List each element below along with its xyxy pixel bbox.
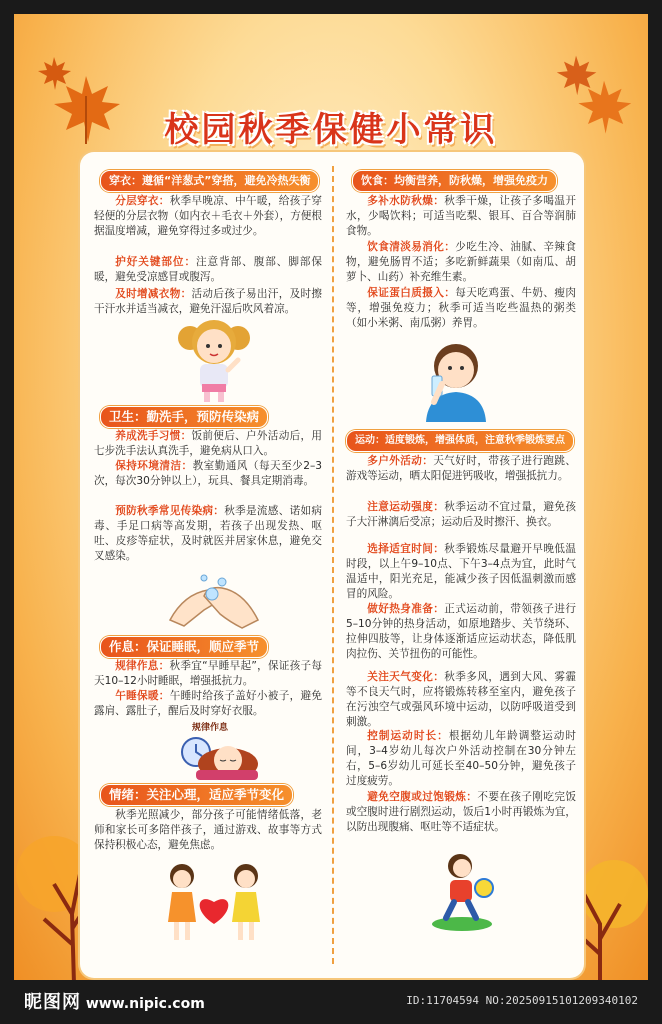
paragraph-clean-environment (94, 459, 322, 489)
paragraph-light-diet (346, 240, 576, 285)
content-panel (80, 152, 584, 978)
paragraph-duration (346, 729, 576, 789)
schedule-sign-label: 规律作息 (192, 723, 229, 733)
paragraph-warmup (346, 602, 576, 662)
paragraph-text: 饭前便后、户外活动后，用七步洗手法认真洗手，避免病从口入。 (94, 430, 323, 457)
girl-illustration-icon (174, 312, 254, 404)
paragraph-handwashing (94, 429, 322, 459)
paragraph-text: 秋季多风，遇到大风、雾霾等不良天气时，应将锻炼转移至室内，避免孩子在污浊空气或强风环境中运动，以防呼吸道受到刺激。 (346, 671, 577, 728)
keyword: 做好热身准备： (367, 603, 445, 615)
paragraph-emotion (94, 808, 322, 853)
logo-text: 昵图网 (24, 992, 81, 1013)
paragraph-outdoor (346, 454, 576, 484)
keyword: 控制运动时长： (367, 730, 449, 742)
keyword: 多补水防秋燥： (367, 195, 445, 207)
keyword: 养成洗手习惯： (115, 430, 192, 442)
paragraph-text: 注意背部、腹部、脚部保暖，避免受凉感冒或腹泻。 (94, 256, 322, 283)
maple-leaf-icon (34, 54, 74, 94)
section-header-schedule: 作息：保证睡眠，顺应季节 (100, 636, 268, 658)
paragraph-text: 秋季光照减少，部分孩子可能情绪低落，老师和家长可多陪伴孩子，通过游戏、故事等方式保持积极心态，避免焦虑。 (94, 809, 322, 851)
paragraph-text: 活动后孩子易出汗，及时擦干汗水并适当减衣，避免汗湿后吹风着凉。 (94, 288, 323, 315)
paragraph-text: 天气好时，带孩子进行跑跳、游戏等运动，晒太阳促进钙吸收，增强抵抗力。 (346, 455, 577, 482)
sleeping-child-icon (176, 730, 260, 780)
paragraph-text: 正式运动前，带领孩子进行5–10分钟的热身活动，如原地踏步、关节绕环、拉伸四肢等，让身体逐渐适应运动状态，降低肌肉拉伤、关节扭伤的可能性。 (346, 603, 577, 660)
keyword: 选择适宜时间： (367, 543, 445, 555)
paragraph-hydration (346, 194, 576, 239)
paragraph-text: 教室勤通风（每天至少2–3次，每次30分钟以上），玩具、餐具定期消毒。 (94, 460, 323, 487)
section-header-clothing: 穿衣：遵循“洋葱式”穿搭，避免冷热失衡 (100, 170, 319, 192)
site-logo[interactable] (24, 988, 205, 1014)
paragraph-text: 秋季是流感、诺如病毒、手足口病等高发期，若孩子出现发热、呕吐、皮疹等症状，及时就医并居家休息，避免交叉感染。 (94, 505, 323, 562)
keyword: 注意运动强度： (367, 501, 445, 513)
paragraph-text: 根据幼儿年龄调整运动时间，3–4岁幼儿每次户外活动控制在30分钟左右，5–6岁幼儿可延长至40–50分钟，避免孩子过度疲劳。 (346, 730, 577, 787)
paragraph-text: 不要在孩子刚吃完饭或空腹时进行剧烈运动，饭后1小时再锻炼为宜，以防出现腹痛、呕吐等不适症状。 (346, 791, 577, 833)
paragraph-regular-schedule (94, 659, 322, 689)
paragraph-intensity (346, 500, 576, 530)
paragraph-text: 午睡时给孩子盖好小被子，避免露肩、露肚子，醒后及时穿好衣服。 (94, 690, 323, 717)
section-header-exercise: 运动：适度锻炼，增强体质，注意秋季锻炼要点 (346, 430, 574, 452)
keyword: 多户外活动： (367, 455, 434, 467)
paragraph-meal-timing (346, 790, 576, 835)
paragraph-timing (346, 542, 576, 602)
keyword: 保证蛋白质摄入： (367, 287, 456, 299)
keyword: 保持环境清洁： (115, 460, 193, 472)
keyword: 护好关键部位： (115, 256, 196, 268)
paragraph-key-parts (94, 255, 322, 285)
section-header-diet: 饮食：均衡营养，防秋燥，增强免疫力 (352, 170, 557, 192)
poster-background (14, 14, 648, 980)
paragraph-text: 秋季宜“早睡早起”，保证孩子每天10–12小时睡眠，增强抵抗力。 (94, 660, 322, 687)
paragraph-text: 少吃生冷、油腻、辛辣食物，避免肠胃不适；多吃新鲜蔬果（如南瓜、胡萝卜、山药）补充维生素。 (346, 241, 577, 283)
keyword: 预防秋季常见传染病： (115, 505, 225, 517)
paragraph-layered-clothing (94, 194, 322, 239)
running-child-icon (428, 848, 500, 932)
keyword: 及时增减衣物： (115, 288, 192, 300)
paragraph-text: 每天吃鸡蛋、牛奶、瘦肉等，增强免疫力；秋季可适当吃些温热的粥类（如小米粥、南瓜粥）养胃。 (346, 287, 577, 329)
poster-title: 校园秋季保健小常识 (164, 110, 498, 150)
paragraph-protein (346, 286, 576, 331)
paragraph-text: 秋季运动不宜过量，避免孩子大汗淋漓后受凉；运动后及时擦汗、换衣。 (346, 501, 577, 528)
boy-drinking-icon (412, 332, 492, 422)
handwashing-hands-icon (164, 564, 264, 634)
keyword: 关注天气变化： (367, 671, 445, 683)
keyword: 避免空腹或过饱锻炼： (367, 791, 478, 803)
image-id-text: ID:11704594 NO:20250915101209340102 (406, 994, 638, 1007)
section-header-emotion: 情绪：关注心理，适应季节变化 (100, 784, 293, 806)
column-divider (332, 166, 334, 964)
paragraph-nap-warmth (94, 689, 322, 719)
paragraph-text: 秋季锻炼尽量避开早晚低温时段，以上午9–10点、下午3–4点为宜，此时气温适中，阳光充足，能减少孩子因低温刺激而感冒的风险。 (346, 543, 577, 600)
logo-url: www.nipic.com (85, 996, 205, 1012)
section-header-hygiene: 卫生：勤洗手，预防传染病 (100, 406, 268, 428)
paragraph-text: 秋季早晚凉、中午暖，给孩子穿轻便的分层衣物（如内衣＋毛衣＋外套），方便根据温度增减，避免穿得过多或过少。 (94, 195, 323, 237)
paragraph-prevent-disease (94, 504, 322, 564)
keyword: 规律作息： (115, 660, 170, 672)
friends-heart-icon (162, 858, 266, 946)
keyword: 午睡保暖： (115, 690, 170, 702)
paragraph-text: 秋季干燥，让孩子多喝温开水，少喝饮料；可适当吃梨、银耳、百合等润肺食物。 (346, 195, 577, 237)
keyword: 分层穿衣： (115, 195, 170, 207)
keyword: 饮食清淡易消化： (367, 241, 456, 253)
paragraph-weather (346, 670, 576, 730)
